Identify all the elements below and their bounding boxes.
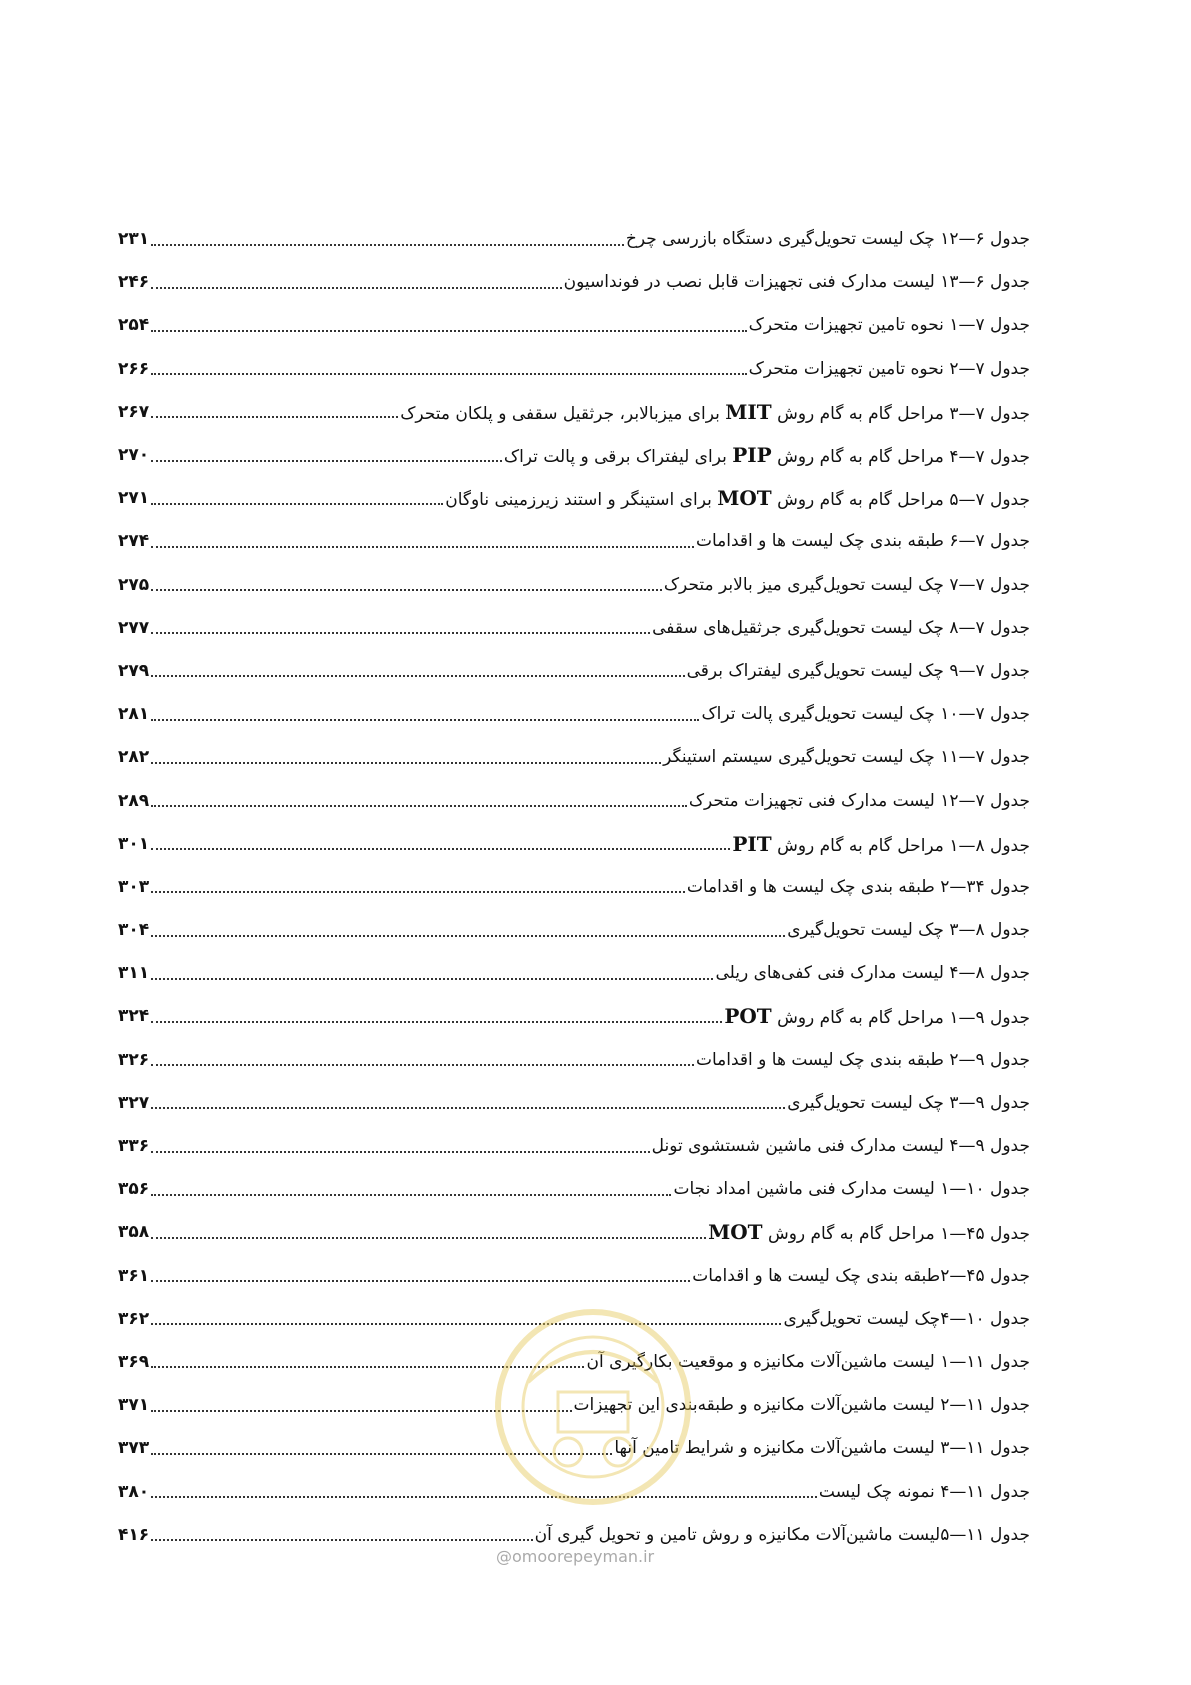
dot-leader [151, 1323, 781, 1325]
toc-entry-title: جدول ۷—۱ نحوه تامین تجهیزات متحرک [748, 315, 1030, 336]
toc-row[interactable] [118, 304, 1030, 347]
toc-entry-title-end: برای میزبالابر، جرثقیل سقفی و پلکان متحرک [400, 403, 726, 424]
dot-leader [151, 805, 687, 807]
toc-entry-title [504, 445, 1030, 466]
page-number: ۲۷۰ [118, 445, 150, 466]
page-number: ۳۲۷ [118, 1092, 150, 1113]
toc-row[interactable] [118, 1039, 1030, 1082]
toc-row[interactable] [118, 348, 1030, 391]
dot-leader [151, 546, 694, 548]
page-number: ۳۷۱ [118, 1395, 150, 1416]
toc-row[interactable] [118, 952, 1030, 995]
method-code: POT [724, 1004, 772, 1029]
dot-leader [151, 416, 398, 418]
method-code: MIT [725, 399, 772, 424]
toc-row[interactable] [118, 520, 1030, 563]
dot-leader [151, 1366, 584, 1368]
dot-leader [151, 762, 661, 764]
toc-entry-title [732, 831, 1030, 856]
page-number: ۲۷۱ [118, 488, 150, 509]
toc-entry-title: جدول ۱۱—۴ نمونه چک لیست [818, 1481, 1030, 1502]
dot-leader [151, 1539, 533, 1541]
toc-entry-title: جدول ۸—۴ لیست مدارک فنی کفی‌های ریلی [715, 963, 1030, 984]
dot-leader [151, 460, 502, 462]
toc-row[interactable] [118, 1384, 1030, 1427]
dot-leader [151, 373, 746, 375]
dot-leader [151, 1194, 671, 1196]
page-number: ۳۰۱ [118, 833, 150, 854]
dot-leader [151, 848, 730, 850]
dot-leader [151, 1021, 722, 1023]
page-number: ۲۷۹ [118, 660, 150, 681]
toc-row[interactable] [118, 1125, 1030, 1168]
dot-leader [151, 503, 443, 505]
toc-entry-title: جدول ۷—۷ چک لیست تحویل‌گیری میز بالابر متحرک [663, 574, 1030, 595]
dot-leader [151, 1410, 571, 1412]
toc-entry-title-start: جدول ۴۵—۱ مراحل گام به گام روش [762, 1224, 1030, 1245]
page-number: ۲۵۴ [118, 315, 150, 336]
toc-row[interactable] [118, 995, 1030, 1038]
page-number: ۲۸۹ [118, 790, 150, 811]
page-number: ۲۶۷ [118, 401, 150, 422]
page-number: ۳۰۳ [118, 876, 150, 897]
toc-row[interactable] [118, 1470, 1030, 1513]
toc-entry-title-start: جدول ۸—۱ مراحل گام به گام روش [771, 835, 1030, 856]
toc-row[interactable] [118, 779, 1030, 822]
dot-leader [151, 1496, 817, 1498]
page-number: ۳۳۶ [118, 1136, 150, 1157]
method-code: MOT [708, 1220, 763, 1245]
page-number: ۲۶۶ [118, 358, 150, 379]
table-of-contents [118, 218, 1030, 1557]
toc-entry-title: جدول ۳۴—۲ طبقه بندی چک لیست ها و اقدامات [686, 876, 1030, 897]
dot-leader [151, 935, 785, 937]
toc-entry-title: جدول ۶—۱۲ چک لیست تحویل‌گیری دستگاه بازرسی چرخ [625, 229, 1030, 250]
toc-row[interactable] [118, 477, 1030, 520]
toc-entry-title-end: برای استینگر و استند زیرزمینی ناوگان [445, 490, 718, 511]
page-number: ۳۰۴ [118, 920, 150, 941]
dot-leader [151, 1237, 706, 1239]
toc-entry-title [445, 488, 1030, 509]
page-number: ۴۱۶ [118, 1524, 150, 1545]
dot-leader [151, 632, 650, 634]
toc-entry-title-start: جدول ۷—۳ مراحل گام به گام روش [771, 403, 1030, 424]
page-number: ۳۲۴ [118, 1006, 150, 1027]
toc-entry-title: جدول ۷—۲ نحوه تامین تجهیزات متحرک [748, 358, 1030, 379]
toc-entry-title: جدول ۹—۴ لیست مدارک فنی ماشین شستشوی تونل [651, 1136, 1030, 1157]
toc-row[interactable] [118, 1082, 1030, 1125]
toc-entry-title: جدول ۷—۹ چک لیست تحویل‌گیری لیفتراک برقی [686, 660, 1030, 681]
toc-entry-title: جدول ۹—۲ طبقه بندی چک لیست ها و اقدامات [695, 1049, 1030, 1070]
page-number: ۳۸۰ [118, 1481, 150, 1502]
dot-leader [151, 1151, 649, 1153]
toc-row[interactable] [118, 866, 1030, 909]
page-number: ۲۳۱ [118, 229, 150, 250]
toc-row[interactable] [118, 693, 1030, 736]
page-number: ۲۷۵ [118, 574, 150, 595]
toc-row[interactable] [118, 434, 1030, 477]
dot-leader [151, 978, 713, 980]
dot-leader [151, 891, 685, 893]
dot-leader [151, 1107, 785, 1109]
page-number: ۳۶۱ [118, 1265, 150, 1286]
dot-leader [151, 675, 684, 677]
toc-entry-title-start: جدول ۹—۱ مراحل گام به گام روش [771, 1008, 1030, 1029]
toc-row[interactable] [118, 909, 1030, 952]
page-number: ۳۵۶ [118, 1179, 150, 1200]
toc-entry-title [400, 399, 1030, 424]
dot-leader [151, 1453, 612, 1455]
page-number: ۳۱۱ [118, 963, 150, 984]
page-number: ۳۲۶ [118, 1049, 150, 1070]
toc-row[interactable] [118, 823, 1030, 866]
dot-leader [151, 1280, 690, 1282]
toc-row[interactable] [118, 1168, 1030, 1211]
page-number: ۲۸۱ [118, 704, 150, 725]
toc-entry-title: جدول ۱۱—۲ لیست ماشین‌آلات مکانیزه و طبقه‌بندی این تجهیزات [573, 1395, 1030, 1416]
toc-row[interactable] [118, 1427, 1030, 1470]
page-number: ۳۶۹ [118, 1351, 150, 1372]
toc-entry-title: جدول ۷—۱۱ چک لیست تحویل‌گیری سیستم استینگر [663, 747, 1030, 768]
toc-row[interactable] [118, 736, 1030, 779]
dot-leader [151, 330, 746, 332]
toc-entry-title [724, 1006, 1030, 1027]
toc-row[interactable] [118, 1298, 1030, 1341]
toc-entry-title-start: جدول ۷—۴ مراحل گام به گام روش [771, 447, 1030, 468]
toc-row[interactable] [118, 391, 1030, 434]
dot-leader [151, 1064, 694, 1066]
toc-entry-title: جدول ۱۱—۵لیست ماشین‌آلات مکانیزه و روش تامین و تحویل گیری آن [534, 1524, 1030, 1545]
toc-entry-title: جدول ۱۱—۳ لیست ماشین‌آلات مکانیزه و شرایط تامین آنها [614, 1438, 1030, 1459]
page-number: ۲۸۲ [118, 747, 150, 768]
toc-entry-title: جدول ۷—۱۰ چک لیست تحویل‌گیری پالت تراک [701, 704, 1030, 725]
toc-entry-title: جدول ۸—۳ چک لیست تحویل‌گیری [787, 920, 1030, 941]
watermark-site: @omoorepeyman.ir [496, 1547, 655, 1566]
method-code: PIP [732, 443, 772, 468]
method-code: PIT [732, 831, 772, 856]
page-number: ۲۷۷ [118, 617, 150, 638]
toc-row[interactable] [118, 650, 1030, 693]
toc-entry-title: جدول ۷—۸ چک لیست تحویل‌گیری جرثقیل‌های سقفی [652, 617, 1030, 638]
toc-entry-title: جدول ۷—۱۲ لیست مدارک فنی تجهیزات متحرک [688, 790, 1030, 811]
toc-entry-title: جدول ۶—۱۳ لیست مدارک فنی تجهیزات قابل نصب در فونداسیون [563, 272, 1030, 293]
dot-leader [151, 719, 699, 721]
toc-entry-title: جدول ۱۰—۴چک لیست تحویل‌گیری [783, 1308, 1030, 1329]
page-number: ۳۷۳ [118, 1438, 150, 1459]
toc-entry-title: جدول ۱۰—۱ لیست مدارک فنی ماشین امداد نجات [673, 1179, 1030, 1200]
page-number: ۳۶۲ [118, 1308, 150, 1329]
toc-row[interactable] [118, 261, 1030, 304]
toc-entry-title-end: برای لیفتراک برقی و پالت تراک [503, 447, 733, 468]
dot-leader [151, 244, 624, 246]
toc-row[interactable] [118, 564, 1030, 607]
toc-entry-title-start: جدول ۷—۵ مراحل گام به گام روش [771, 490, 1030, 511]
toc-row[interactable] [118, 1211, 1030, 1254]
toc-entry-title [708, 1222, 1030, 1243]
toc-row[interactable] [118, 218, 1030, 261]
toc-entry-title: جدول ۷—۶ طبقه بندی چک لیست ها و اقدامات [695, 531, 1030, 552]
page-number: ۲۷۴ [118, 531, 150, 552]
dot-leader [151, 287, 561, 289]
toc-entry-title: جدول ۴۵—۲طبقه بندی چک لیست ها و اقدامات [692, 1265, 1030, 1286]
toc-row[interactable] [118, 1255, 1030, 1298]
method-code: MOT [717, 486, 772, 511]
toc-entry-title: جدول ۱۱—۱ لیست ماشین‌آلات مکانیزه و موقعیت بکارگیری آن [586, 1351, 1030, 1372]
page-number: ۲۴۶ [118, 272, 150, 293]
dot-leader [151, 589, 662, 591]
toc-row[interactable] [118, 607, 1030, 650]
toc-row[interactable] [118, 1341, 1030, 1384]
page-number: ۳۵۸ [118, 1222, 150, 1243]
toc-entry-title: جدول ۹—۳ چک لیست تحویل‌گیری [787, 1092, 1030, 1113]
